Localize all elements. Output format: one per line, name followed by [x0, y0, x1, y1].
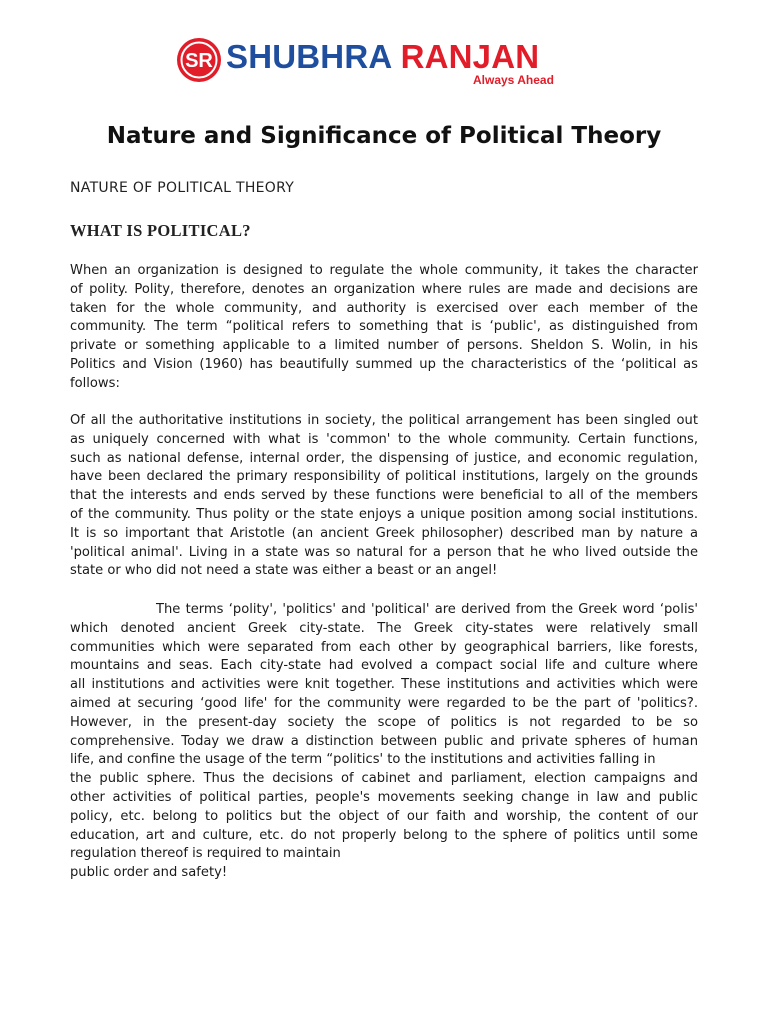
- brand-name-second: RANJAN: [400, 38, 540, 75]
- text-line: all institutions and activities were knit together. These institutions and activities which were: [70, 677, 698, 693]
- text-line: However, in the present-day society the scope of politics is not regarded to be so: [70, 714, 698, 730]
- text-line: policy, etc. belong to politics but the object of our faith and worship, the content of our: [70, 808, 698, 824]
- document-title: Nature and Significance of Political Theory: [106, 123, 662, 149]
- section-heading: NATURE OF POLITICAL THEORY: [70, 180, 295, 196]
- paragraph-3: [70, 601, 698, 883]
- text-line: communities which were separated from each other by geographical barriers, like forests,: [70, 639, 698, 655]
- text-line: Politics and Vision (1960) has beautifully summed up the characteristics of the ‘political as: [70, 356, 698, 372]
- text-line: the public sphere. Thus the decisions of cabinet and parliament, election campaigns and: [70, 771, 698, 787]
- text-line: of the community. Thus polity or the state enjoys a unique position among social institutions.: [70, 506, 698, 522]
- text-line: life, and confine the usage of the term “politics' to the institutions and activities falling in: [70, 752, 656, 768]
- text-line: comprehensive. Today we draw a distinction between public and private spheres of human: [70, 733, 698, 749]
- text-line: that the interests and ends served by these functions were beneficial to all of the members: [70, 488, 698, 504]
- text-line: It is so important that Aristotle (an ancient Greek philosopher) described man by nature a: [70, 525, 698, 541]
- text-line: state or who did not need a state was either a beast or an angel!: [70, 563, 498, 579]
- text-line: public order and safety!: [70, 865, 228, 881]
- text-line: taken for the whole community, and authority is exercised over each member of the: [70, 300, 698, 316]
- text-line: When an organization is designed to regulate the whole community, it takes the character: [70, 263, 698, 278]
- sub-heading: WHAT IS POLITICAL?: [70, 221, 251, 240]
- brand-tagline: Always Ahead: [473, 73, 554, 87]
- text-line: which denoted ancient Greek city-state. The Greek city-states were relatively small: [70, 620, 698, 636]
- paragraph-2: [70, 412, 698, 581]
- text-line: other activities of political parties, people's movements seeking change in law and public: [70, 789, 698, 805]
- shubhra-ranjan-logo: [176, 35, 576, 91]
- brand-name-first: SHUBHRA: [226, 38, 392, 75]
- text-line: have been declared the primary responsibility of political institutions, largely on the grounds: [70, 469, 698, 485]
- paragraph-1: [70, 262, 698, 394]
- text-line: such as national defense, internal order, the dispensing of justice, and economic regulation,: [70, 450, 698, 466]
- text-line: regulation thereof is required to maintain: [70, 846, 341, 862]
- text-line: mountains and seas. Each city-state had evolved a compact social life and culture where: [70, 658, 698, 674]
- text-line: education, art and culture, etc. do not properly belong to the sphere of politics until some: [70, 827, 698, 843]
- brand-name: [226, 37, 539, 77]
- text-line: as uniquely concerned with what is 'common' to the whole community. Certain functions,: [70, 431, 698, 447]
- text-line: aimed at securing ‘good life' for the community were regarded to be the part of 'politics?.: [70, 695, 698, 711]
- text-line: Of all the authoritative institutions in society, the political arrangement has been singled out: [70, 413, 698, 428]
- text-line: of polity. Polity, therefore, denotes an organization where rules are made and decisions are: [70, 281, 698, 297]
- text-line: private or something applicable to a limited number of persons. Sheldon S. Wolin, in his: [70, 338, 698, 354]
- sr-logo-icon: [176, 37, 222, 83]
- text-line: follows:: [70, 375, 120, 391]
- text-line: 'political animal'. Living in a state was so natural for a person that he who lived outside the: [70, 544, 698, 560]
- text-line: The terms ‘polity', 'politics' and 'political' are derived from the Greek word ‘polis': [156, 602, 698, 617]
- text-line: community. The term “political refers to something that is ‘public', as distinguished from: [70, 319, 698, 335]
- svg-text:SR: SR: [185, 50, 213, 72]
